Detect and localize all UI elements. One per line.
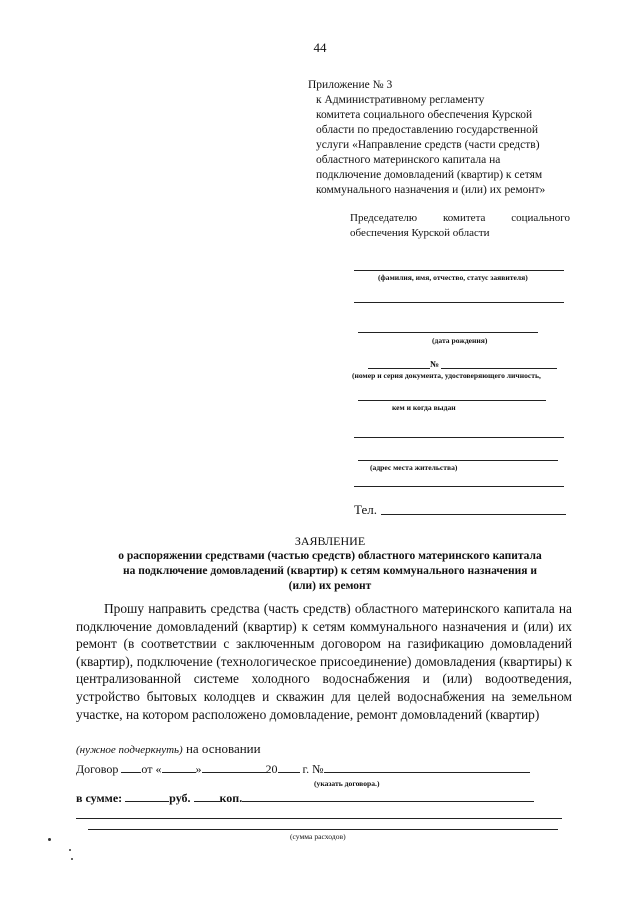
fio-field-line-2[interactable] [354,302,564,303]
sum-row [76,791,534,806]
doc-issued-field-line[interactable] [358,400,546,401]
contract-day-field[interactable] [162,772,196,773]
address-caption: (адрес места жительства) [370,463,458,472]
doc-caption: (номер и серия документа, удостоверяющего личность, [352,371,541,380]
contract-year-field[interactable] [278,772,300,773]
address-field-line[interactable] [354,437,564,438]
appendix-line: областного материнского капитала на [316,154,501,166]
appendix-line: подключение домовладений (квартир) к сетям [316,169,543,181]
statement-subtitle-line: о распоряжении средствами (частью средств) областного материнского капитала [118,550,542,562]
scan-speck [48,838,51,841]
contract-number-field[interactable] [324,772,530,773]
sum-kop-label: коп. [219,791,243,805]
statement-body [76,600,572,723]
sum-kop-field[interactable] [194,801,220,802]
sum-words-field-line[interactable] [76,818,562,819]
addressee-word: социального [511,212,570,224]
sum-caption: (сумма расходов) [290,832,346,841]
scan-speck [71,858,73,860]
address-field-line-2[interactable] [358,460,558,461]
contract-from: от « [141,762,162,776]
appendix-header [308,78,570,198]
contract-row [76,762,530,777]
contract-caption: (указать договора.) [314,779,380,788]
basis-line [76,741,261,757]
doc-number-field-line[interactable] [441,368,557,369]
statement-subtitle-line: на подключение домовладений (квартир) к сетям коммунального назначения и [123,565,537,577]
statement-subtitle-line: (или) их ремонт [288,580,372,592]
appendix-line: коммунального назначения и (или) их ремонт» [316,184,546,196]
phone-field-line[interactable] [381,514,566,515]
sum-rub-label: руб. [169,791,191,805]
appendix-number: Приложение № 3 [308,79,393,91]
contract-year-prefix: 20 [265,762,278,776]
contract-month-field[interactable] [202,772,266,773]
birth-date-caption: (дата рождения) [432,336,488,345]
doc-issued-caption: кем и когда выдан [392,403,456,412]
contract-label: Договор [76,762,119,776]
statement-heading: ЗАЯВЛЕНИЕ [294,534,366,548]
addressee-word: комитета [442,212,486,224]
appendix-line: к Административному регламенту [316,94,485,106]
sum-words-field[interactable] [242,801,534,802]
fio-caption: (фамилия, имя, отчество, статус заявителя) [378,273,528,282]
page-number: 44 [313,40,327,55]
doc-series-field-line[interactable] [368,368,430,369]
sum-rub-field[interactable] [125,801,169,802]
sum-expenses-field-line[interactable] [88,829,558,830]
contract-close-quote: » [195,762,202,776]
basis-text: на основании [182,741,261,756]
doc-number-sign: № [430,359,440,369]
contract-blank[interactable] [121,772,141,773]
scan-speck [69,849,71,851]
underline-note: (нужное подчеркнуть) [76,744,183,756]
statement-title-block [70,534,590,594]
addressee [350,211,570,241]
fio-field-line[interactable] [354,270,564,271]
address-field-line-3[interactable] [354,486,564,487]
request-paragraph: Прошу направить средства (часть средств) областного материнского капитала на подключение домовладений (квартир) к сетям коммунального назначения и (или) их ремонт (в соответствии с заключенным договором на газификацию домовладений (квартир), подключение (технологическое присоединение) домовладения (квартиры) к централизованной системе холодного водоснабжения и (или) водоотведения, устройство бытовых колодцев и скважин для целей водоснабжения на земельном участке, на котором расположено домовладение, ремонт домовладений (квартир) [76,601,572,722]
addressee-line2: обеспечения Курской области [350,227,490,239]
sum-label: в сумме: [76,791,123,805]
birth-date-field-line[interactable] [358,332,538,333]
appendix-line: услуги «Направление средств (части средств) [316,139,540,151]
phone-label: Тел. [354,502,377,517]
appendix-line: области по предоставлению государственной [316,124,539,136]
appendix-line: комитета социального обеспечения Курской [316,109,533,121]
contract-number-label: г. № [302,762,324,776]
addressee-word: Председателю [350,212,418,224]
